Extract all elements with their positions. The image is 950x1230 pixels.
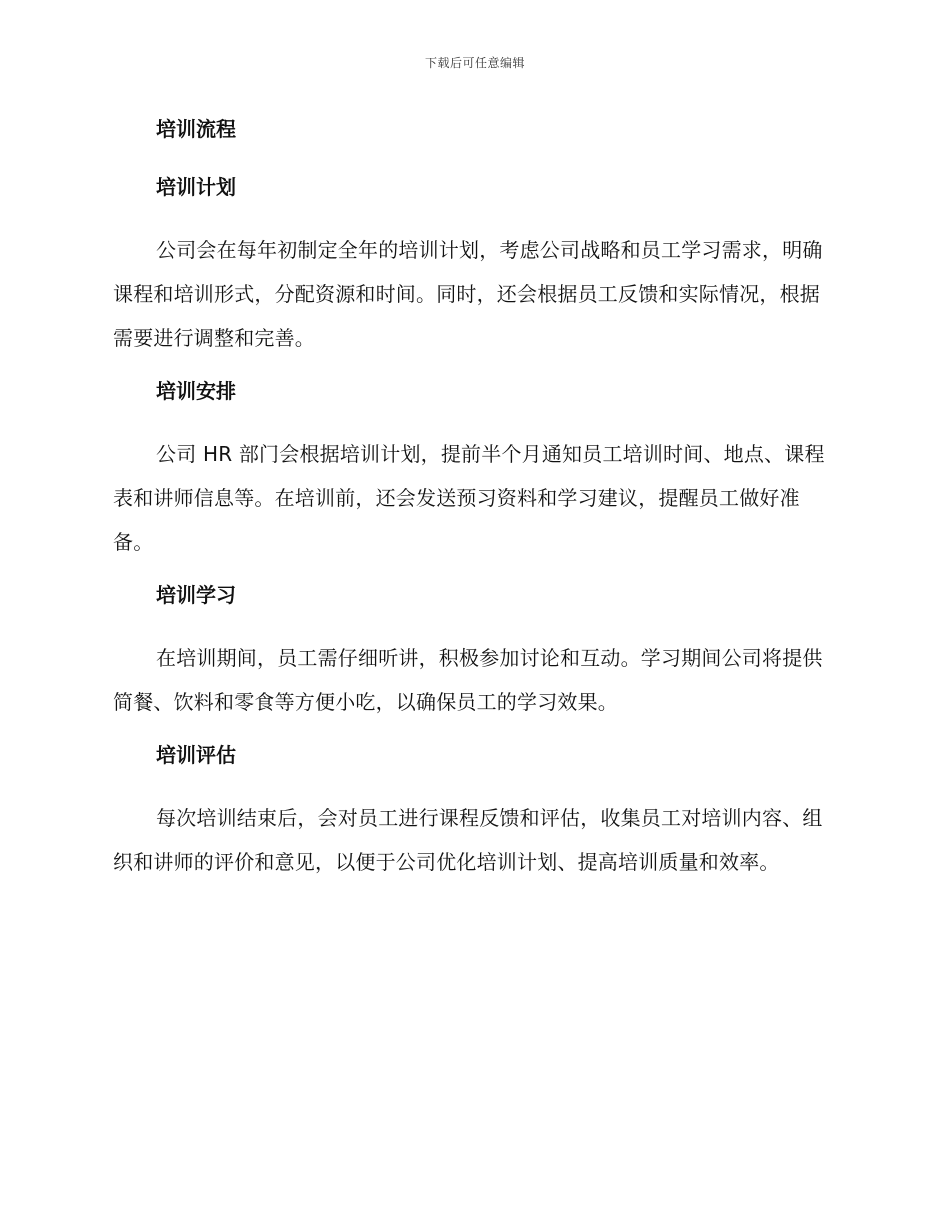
page-header-note: 下载后可任意编辑 (424, 56, 525, 70)
section-body-plan: 公司会在每年初制定全年的培训计划，考虑公司战略和员工学习需求，明确课程和培训形式，分配资源和时间。同时，还会根据员工反馈和实际情况，根据需要进行调整和完善。 (113, 238, 823, 350)
section-body-arrangement: 公司 HR 部门会根据培训计划，提前半个月通知员工培训时间、地点、课程表和讲师信息等。在培训前，还会发送预习资料和学习建议，提醒员工做好准备。 (113, 442, 825, 554)
section-body-evaluation: 每次培训结束后，会对员工进行课程反馈和评估，收集员工对培训内容、组织和讲师的评价和意见，以便于公司优化培训计划、提高培训质量和效率。 (113, 806, 823, 874)
document-title: 培训流程 (156, 117, 236, 141)
document-content (113, 112, 833, 898)
section-heading-arrangement: 培训安排 (156, 379, 236, 403)
section-heading-learning: 培训学习 (156, 583, 236, 607)
section-heading-evaluation: 培训评估 (156, 743, 236, 767)
section-body-learning: 在培训期间，员工需仔细听讲，积极参加讨论和互动。学习期间公司将提供简餐、饮料和零食等方便小吃，以确保员工的学习效果。 (113, 646, 823, 714)
section-heading-plan: 培训计划 (156, 175, 236, 199)
